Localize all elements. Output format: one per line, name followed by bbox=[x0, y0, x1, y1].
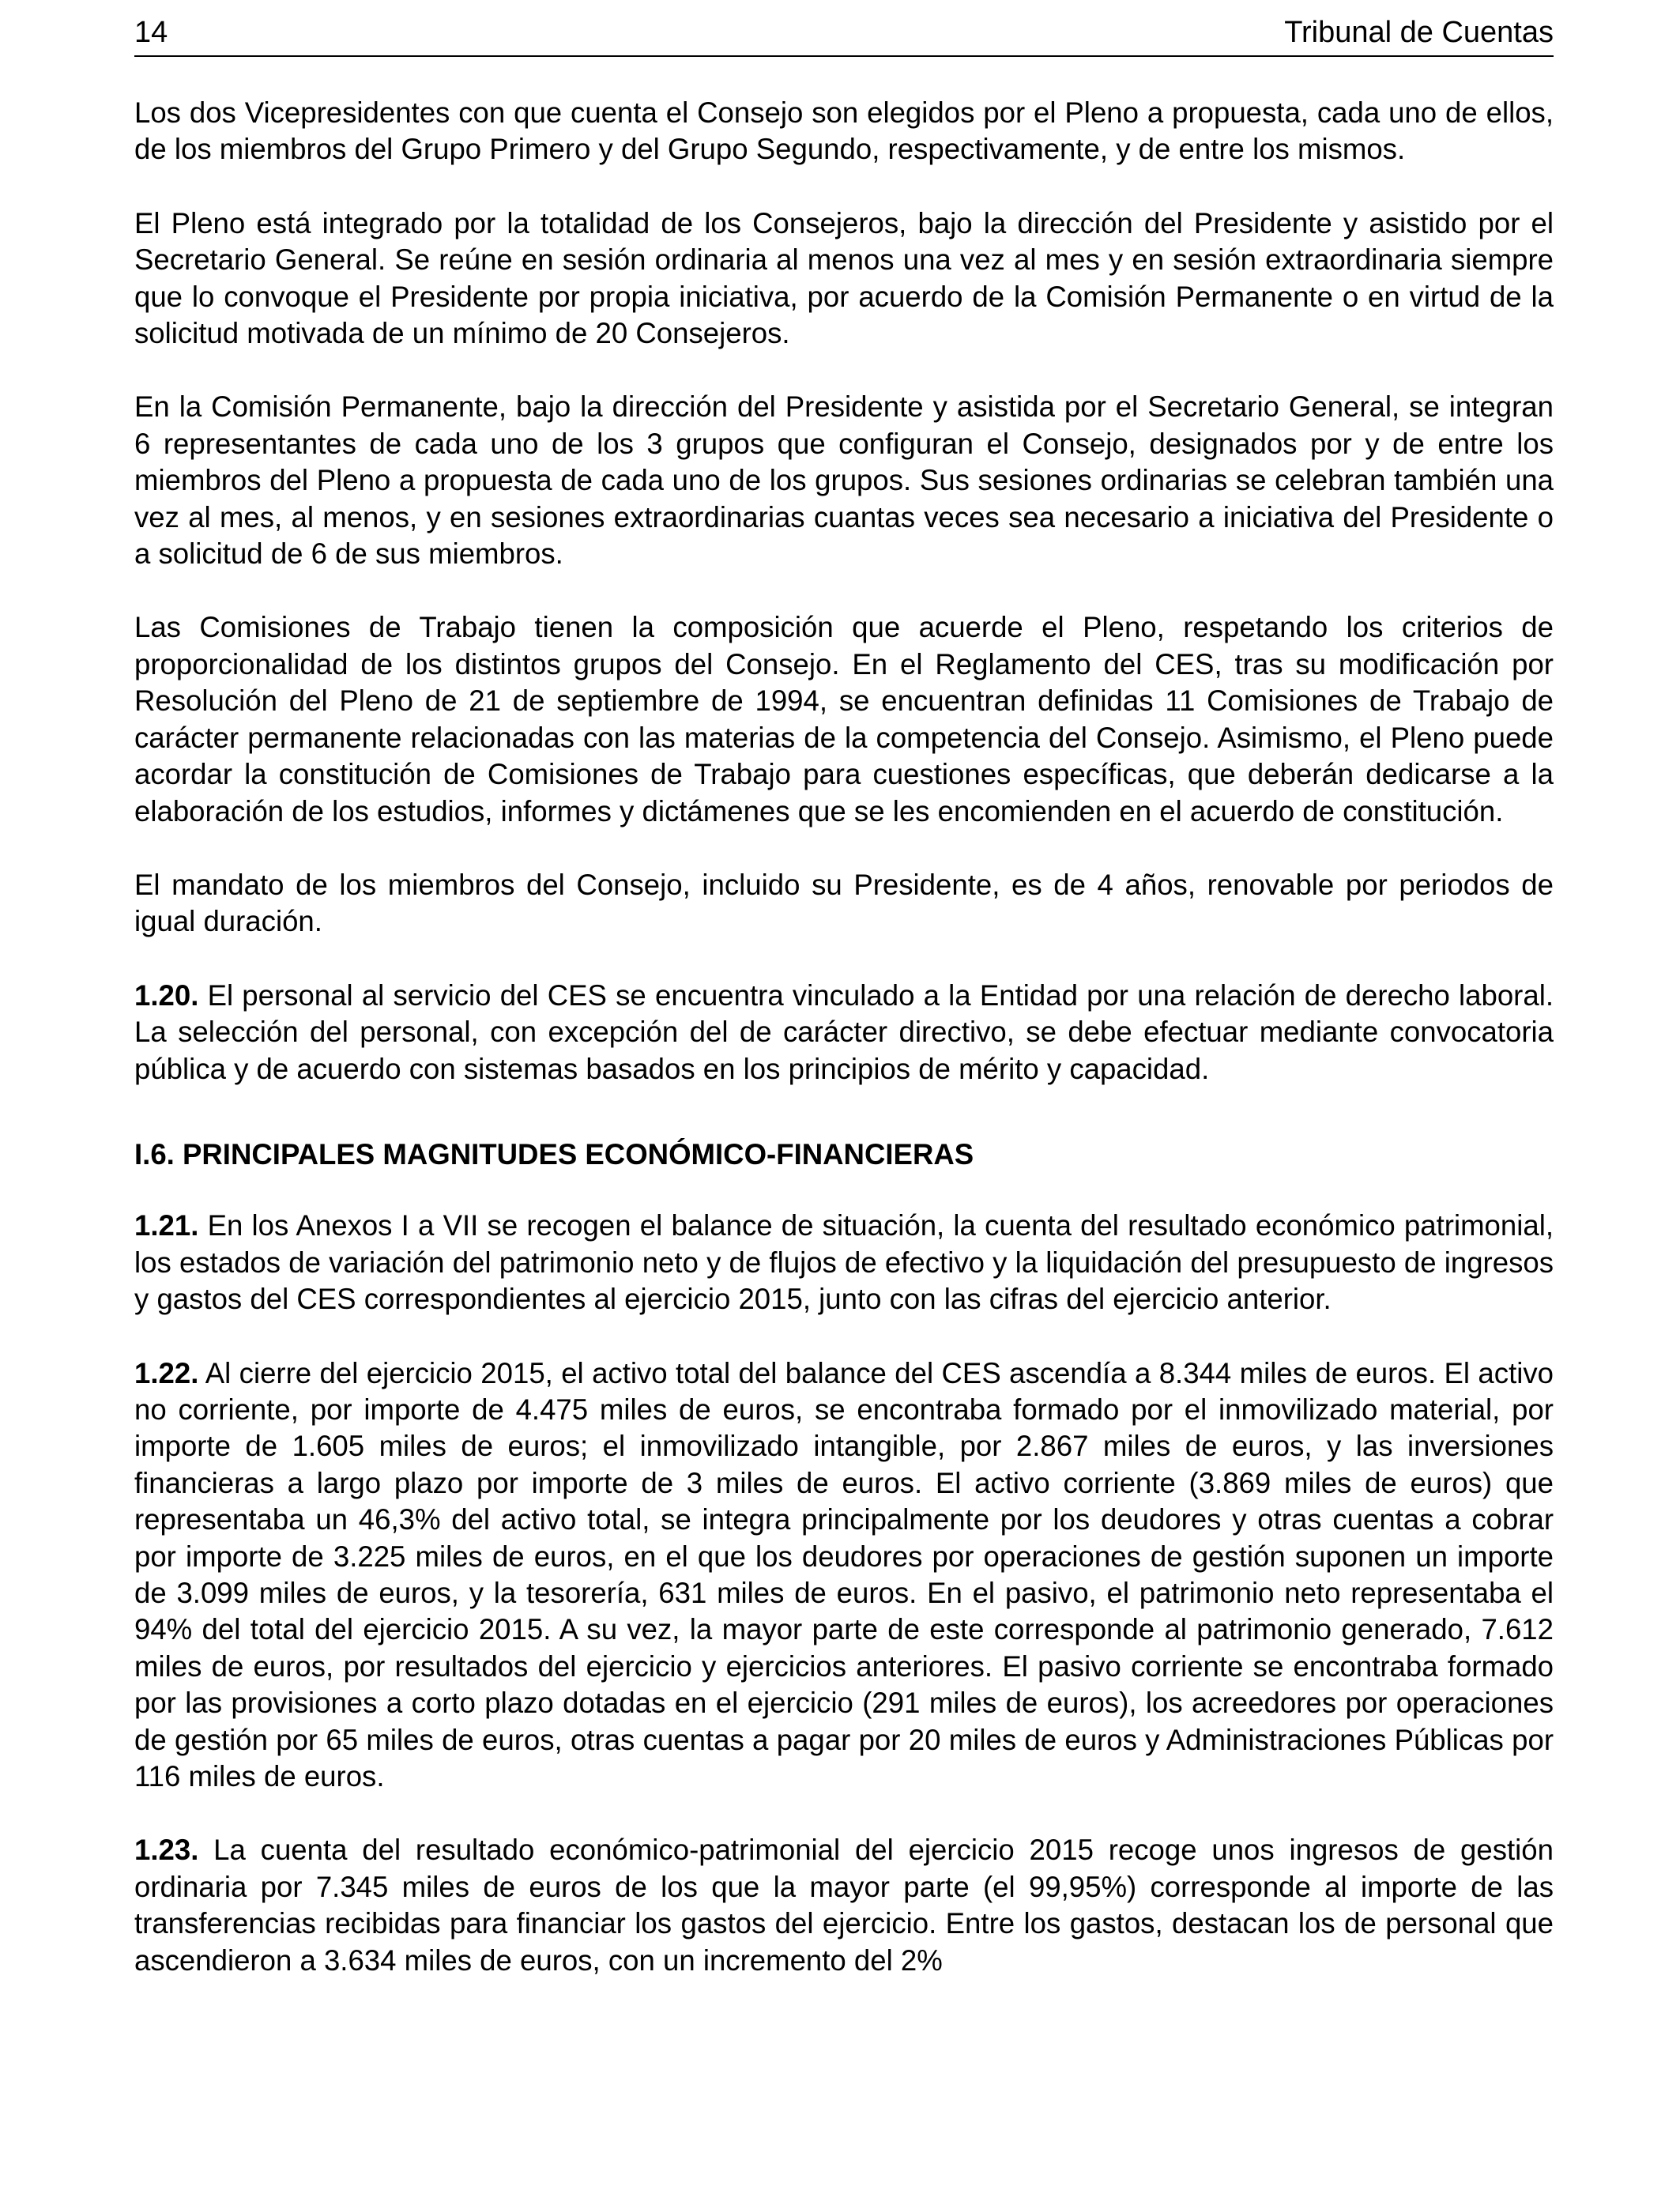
paragraph-1-21 bbox=[134, 1208, 1554, 1318]
page-body bbox=[134, 95, 1554, 2016]
page-number: 14 bbox=[134, 16, 168, 49]
paragraph-number: 1.20. bbox=[134, 978, 199, 1012]
paragraph-comisiones-trabajo bbox=[134, 609, 1554, 829]
paragraph-comision-permanente bbox=[134, 389, 1554, 572]
paragraph-number: 1.23. bbox=[134, 1834, 199, 1867]
section-heading: I.6. PRINCIPALES MAGNITUDES ECONÓMICO-FINANCIERAS bbox=[134, 1137, 974, 1171]
paragraph-text: El mandato de los miembros del Consejo, incluido su Presidente, es de 4 años, renovable por periodos de igual duración. bbox=[134, 868, 1554, 938]
paragraph-text: Las Comisiones de Trabajo tienen la composición que acuerde el Pleno, respetando los criterios de proporcionalidad de los distintos grupos del Consejo. En el Reglamento del CES, tras su modificación por Resolución del Pleno de 21 de septiembre de 1994, se encuentran definidas 11 Comisiones de Trabajo de carácter permanente relacionadas con las materias de la competencia del Consejo. Asimismo, el Pleno puede acordar la constitución de Comisiones de Trabajo para cuestiones específicas, que deberán dedicarse a la elaboración de los estudios, informes y dictámenes que se les encomienden en el acuerdo de constitución. bbox=[134, 611, 1554, 827]
paragraph-number: 1.22. bbox=[134, 1356, 199, 1389]
paragraph-text: Al cierre del ejercicio 2015, el activo total del balance del CES ascendía a 8.344 miles de euros. El activo no corriente, por importe de 4.475 miles de euros, se encontraba formado por el inmovilizado material, por importe de 1.605 miles de euros; el inmovilizado intangible, por 2.867 miles de euros, y las inversiones financieras a largo plazo por importe de 3 miles de euros. El activo corriente (3.869 miles de euros) que representaba un 46,3% del activo total, se integra principalmente por los deudores y otras cuentas a cobrar por importe de 3.225 miles de euros, en el que los deudores por operaciones de gestión suponen un importe de 3.099 miles de euros, y la tesorería, 631 miles de euros. En el pasivo, el patrimonio neto representaba el 94% del total del ejercicio 2015. A su vez, la mayor parte de este corresponde al patrimonio generado, 7.612 miles de euros, por resultados del ejercicio y ejercicios anteriores. El pasivo corriente se encontraba formado por las provisiones a corto plazo dotadas en el ejercicio (291 miles de euros), los acreedores por operaciones de gestión por 65 miles de euros, otras cuentas a pagar por 20 miles de euros y Administraciones Públicas por 116 miles de euros. bbox=[134, 1356, 1554, 1793]
paragraph-text: El Pleno está integrado por la totalidad de los Consejeros, bajo la dirección del Presidente y asistido por el Secretario General. Se reúne en sesión ordinaria al menos una vez al mes y en sesión extraordinaria siempre que lo convoque el Presidente por propia iniciativa, por acuerdo de la Comisión Permanente o en virtud de la solicitud motivada de un mínimo de 20 Consejeros. bbox=[134, 206, 1554, 350]
paragraph-1-22 bbox=[134, 1355, 1554, 1796]
paragraph-text: En los Anexos I a VII se recogen el balance de situación, la cuenta del resultado económico patrimonial, los estados de variación del patrimonio neto y de flujos de efectivo y la liquidación del presupuesto de ingresos y gastos del CES correspondientes al ejercicio 2015, junto con las cifras del ejercicio anterior. bbox=[134, 1209, 1554, 1316]
paragraph-vicepresidentes bbox=[134, 95, 1554, 168]
paragraph-mandato bbox=[134, 867, 1554, 941]
paragraph-text: Los dos Vicepresidentes con que cuenta el Consejo son elegidos por el Pleno a propuesta, cada uno de ellos, de los miembros del Grupo Primero y del Grupo Segundo, respectivamente, y de entre los mismos. bbox=[134, 96, 1554, 166]
paragraph-text: El personal al servicio del CES se encuentra vinculado a la Entidad por una relación de derecho laboral. La selección del personal, con excepción del de carácter directivo, se debe efectuar mediante convocatoria pública y de acuerdo con sistemas basados en los principios de mérito y capacidad. bbox=[134, 978, 1554, 1085]
page-header bbox=[134, 9, 1554, 57]
paragraph-number: 1.21. bbox=[134, 1209, 199, 1242]
paragraph-pleno bbox=[134, 205, 1554, 352]
paragraph-1-20 bbox=[134, 978, 1554, 1088]
paragraph-text: La cuenta del resultado económico-patrimonial del ejercicio 2015 recoge unos ingresos de gestión ordinaria por 7.345 miles de euros de los que la mayor parte (el 99,95%) corresponde al importe de las transferencias recibidas para financiar los gastos del ejercicio. Entre los gastos, destacan los de personal que ascendieron a 3.634 miles de euros, con un incremento del 2% bbox=[134, 1834, 1554, 1977]
paragraph-text: En la Comisión Permanente, bajo la dirección del Presidente y asistida por el Secretario General, se integran 6 representantes de cada uno de los 3 grupos que configuran el Consejo, designados por y de entre los miembros del Pleno a propuesta de cada uno de los grupos. Sus sesiones ordinarias se celebran también una vez al mes, al menos, y en sesiones extraordinarias cuantas veces sea necesario a iniciativa del Presidente o a solicitud de 6 de sus miembros. bbox=[134, 390, 1554, 571]
paragraph-1-23 bbox=[134, 1832, 1554, 1979]
running-title: Tribunal de Cuentas bbox=[1284, 16, 1554, 49]
